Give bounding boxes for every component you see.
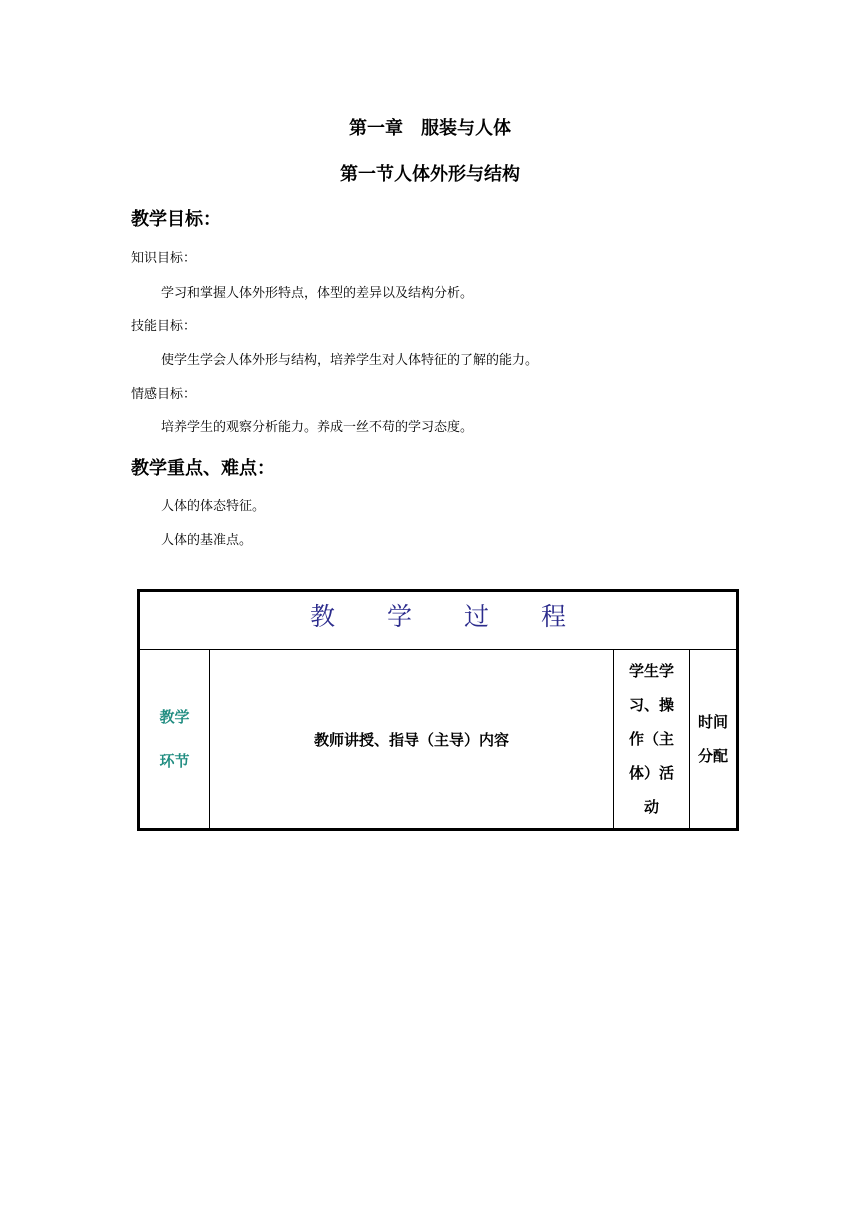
key-point-item: 人体的体态特征。 — [161, 499, 266, 514]
student-activity-line: 学生学 — [628, 662, 674, 680]
column-header-teacher-content — [210, 650, 614, 828]
teacher-content-label: 教师讲授、指导（主导）内容 — [313, 730, 509, 749]
objectives-heading: 教学目标： — [131, 209, 221, 230]
skill-objective-text: 使学生学会人体外形与结构，培养学生对人体特征的了解的能力。 — [161, 353, 539, 368]
knowledge-objective-label: 知识目标： — [131, 251, 197, 266]
key-point-item: 人体的基准点。 — [161, 533, 253, 548]
knowledge-objective-text: 学习和掌握人体外形特点，体型的差异以及结构分析。 — [161, 286, 474, 301]
student-activity-line: 体）活 — [628, 764, 674, 782]
time-allocation-line: 时间 — [697, 713, 728, 731]
emotion-objective-label: 情感目标： — [131, 387, 197, 402]
teaching-process-table — [137, 589, 739, 831]
stage-label-line: 教学 — [159, 708, 190, 726]
section-title: 第一节人体外形与结构 — [340, 164, 520, 185]
skill-objective-label: 技能目标： — [131, 319, 197, 334]
student-activity-line: 动 — [643, 798, 659, 816]
column-header-stage — [140, 650, 210, 828]
time-allocation-line: 分配 — [697, 747, 728, 765]
key-points-heading: 教学重点、难点： — [131, 458, 275, 479]
student-activity-line: 作（主 — [628, 730, 674, 748]
emotion-objective-text: 培养学生的观察分析能力。养成一丝不苟的学习态度。 — [161, 420, 474, 435]
column-header-student-activity — [614, 650, 690, 828]
table-title: 教学过程 — [140, 592, 736, 650]
chapter-title: 第一章 服装与人体 — [349, 118, 511, 139]
stage-label-line: 环节 — [159, 752, 190, 770]
student-activity-line: 习、操 — [628, 696, 674, 714]
column-header-time-allocation — [690, 650, 736, 828]
